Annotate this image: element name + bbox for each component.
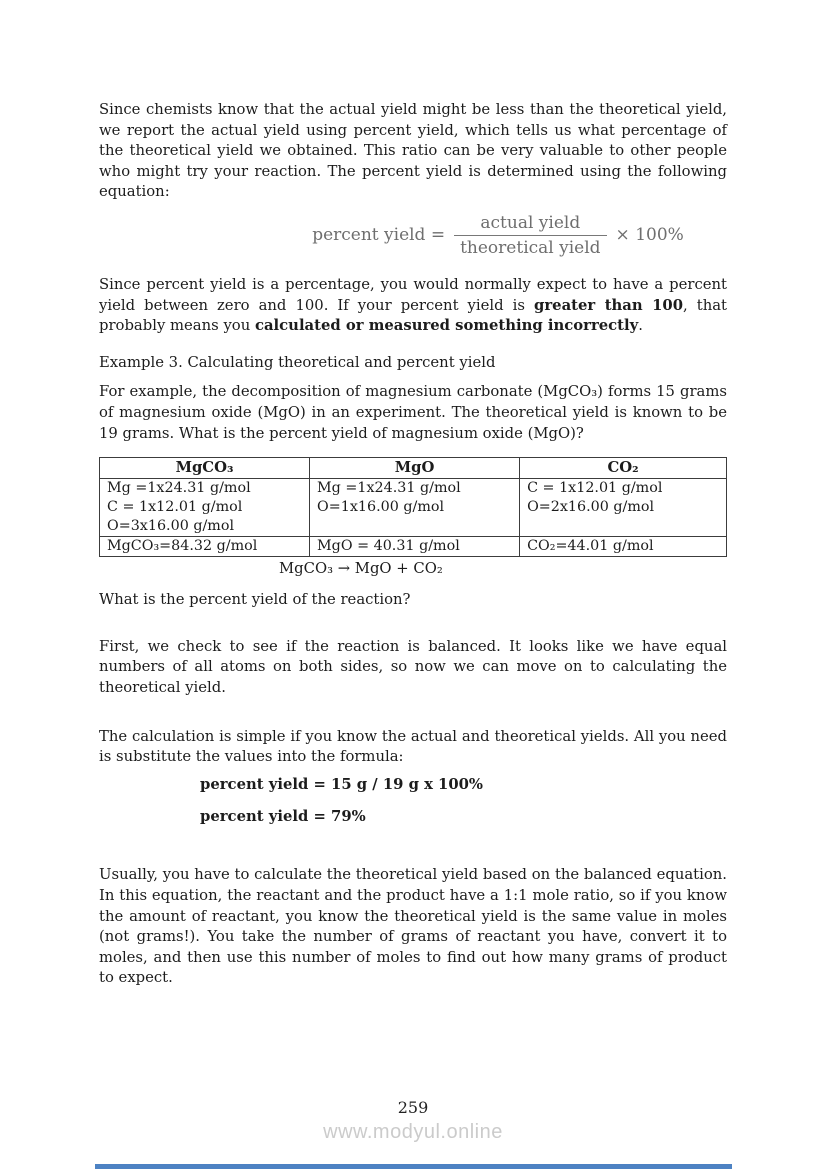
cell-line: Mg =1x24.31 g/mol [107,480,251,497]
formula-line-2: percent yield = 79% [200,807,366,825]
percent-paragraph-text-2: , that probably means you [99,296,728,335]
cell-line: O=1x16.00 g/mol [317,499,445,516]
cell-line: C = 1x12.01 g/mol [527,480,663,497]
table-row-totals [100,537,727,557]
formula-line-1: percent yield = 15 g / 19 g x 100% [200,775,483,793]
cell-co2-total: CO₂=44.01 g/mol [520,537,727,557]
percent-paragraph-text-1: Since percent yield is a percentage, you would normally expect to have a percent yield between zero and 100. If your percent yield is [99,275,727,314]
percent-yield-equation [312,213,684,258]
question-line: What is the percent yield of the reaction? [99,591,411,609]
percent-paragraph-bold-2: calculated or measured something incorrectly [254,317,639,335]
cell-line: Mg =1x24.31 g/mol [317,480,461,497]
equation-denominator: theoretical yield [460,237,601,258]
percent-paragraph-bold-1: greater than 100 [534,296,684,314]
equation-rhs: × 100% [615,225,684,246]
cell-mgco3-breakdown [100,479,310,537]
balanced-paragraph: First, we check to see if the reaction is balanced. It looks like we have equal numbers of all atoms on both sides, so now we can move on to calculating the theoretical yield. [99,637,727,696]
molar-mass-table [99,457,727,557]
closing-paragraph: Usually, you have to calculate the theoretical yield based on the balanced equation. In this equation, the reactant and the product have a 1:1 mole ratio, so if you know the amount of reactant, you know the theoretical yield is the same value in moles (not grams!). You take the number of grams of reactant you have, convert it to moles, and then use this number of moles to find out how many grams of product to expect. [99,866,727,987]
cell-mgo-total: MgO = 40.31 g/mol [310,537,520,557]
percent-paragraph-text-3: . [638,317,643,335]
example-paragraph: For example, the decomposition of magnesium carbonate (MgCO₃) forms 15 grams of magnesium oxide (MgO) in an experiment. The theoretical yield is known to be 19 grams. What is the percent yield of magnesium oxide (MgO)? [99,383,727,442]
equation-numerator: actual yield [454,213,606,236]
main-text-column [99,100,727,989]
table-header-co2: CO₂ [520,458,727,479]
cell-mgo-breakdown [310,479,520,537]
percent-paragraph [99,275,727,337]
calculation-paragraph: The calculation is simple if you know the actual and theoretical yields. All you need is substitute the values into the formula: [99,727,727,766]
watermark-url: www.modyul.online [323,1121,503,1143]
cell-line: C = 1x12.01 g/mol [107,499,243,516]
cell-mgco3-total: MgCO₃=84.32 g/mol [100,537,310,557]
cell-line: O=2x16.00 g/mol [527,499,655,516]
footer-bar [95,1164,732,1169]
equation-lhs: percent yield = [312,225,446,246]
reaction-equation: MgCO₃ → MgO + CO₂ [279,560,443,578]
table-row-elements [100,479,727,537]
intro-paragraph: Since chemists know that the actual yield might be less than the theoretical yield, we report the actual yield using percent yield, which tells us what percentage of the theoretical yield we obtained. This ratio can be very valuable to other people who might try your reaction. The percent yield is determined using the following equation: [99,101,727,201]
table-header-mgo: MgO [310,458,520,479]
page-number: 259 [397,1098,429,1117]
cell-line: O=3x16.00 g/mol [107,518,235,535]
cell-co2-breakdown [520,479,727,537]
example-heading: Example 3. Calculating theoretical and percent yield [99,353,496,371]
table-header-mgco3: MgCO₃ [100,458,310,479]
table-header-row [100,458,727,479]
equation-fraction [454,213,606,258]
